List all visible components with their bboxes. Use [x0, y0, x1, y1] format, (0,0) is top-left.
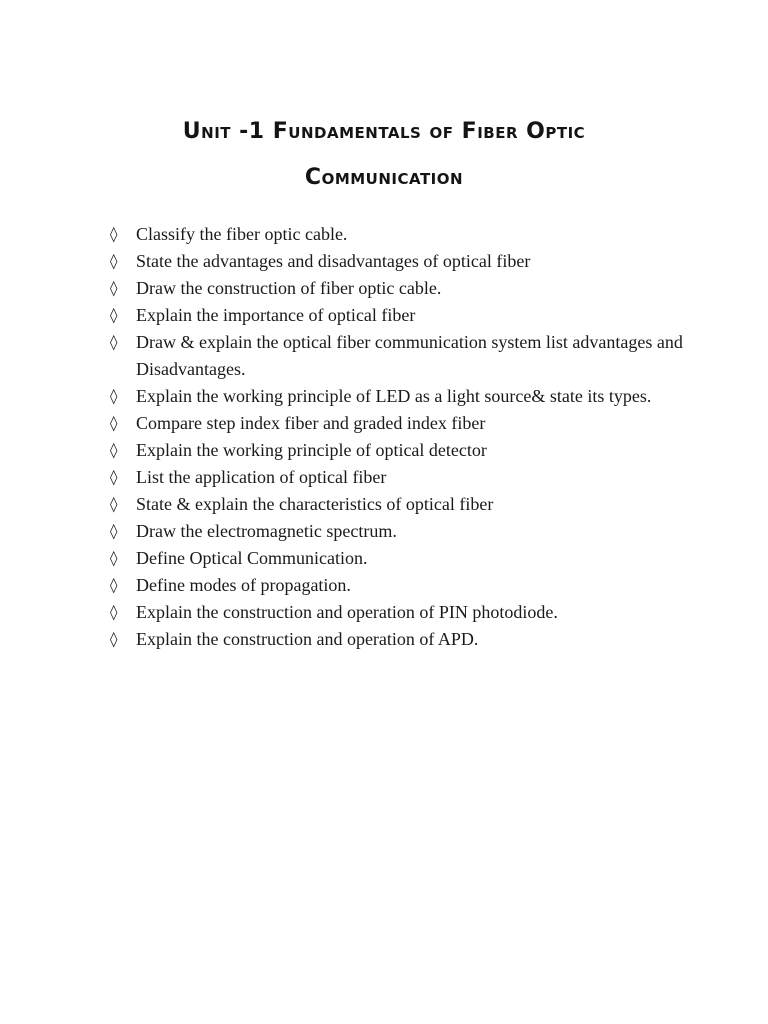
diamond-bullet-icon: ◊ — [110, 629, 118, 648]
diamond-bullet-icon: ◊ — [110, 386, 118, 405]
question-text: List the application of optical fiber — [136, 466, 387, 487]
question-list — [110, 221, 710, 653]
question-item — [110, 437, 710, 464]
question-text: Explain the construction and operation of PIN photodiode. — [136, 601, 558, 622]
question-item — [110, 518, 710, 545]
diamond-bullet-icon: ◊ — [110, 521, 118, 540]
question-text: Explain the working principle of optical detector — [136, 439, 487, 460]
title-line-1: Unit -1 Fundamentals of Fiber Optic — [182, 118, 586, 144]
question-text: Draw the electromagnetic spectrum. — [136, 520, 397, 541]
question-item — [110, 545, 710, 572]
question-text: State the advantages and disadvantages of optical fiber — [136, 251, 531, 271]
diamond-bullet-icon: ◊ — [110, 225, 118, 243]
diamond-bullet-icon: ◊ — [110, 306, 118, 324]
diamond-bullet-icon: ◊ — [110, 494, 118, 513]
diamond-bullet-icon: ◊ — [110, 279, 118, 297]
question-item — [110, 302, 710, 329]
question-item — [110, 599, 710, 626]
question-text: State & explain the characteristics of optical fiber — [136, 493, 494, 514]
question-text: Explain the construction and operation of APD. — [136, 628, 479, 649]
question-text: Compare step index fiber and graded index fiber — [136, 412, 486, 433]
diamond-bullet-icon: ◊ — [110, 602, 118, 621]
question-text: Define modes of propagation. — [136, 574, 351, 595]
page-title — [0, 109, 768, 201]
question-item — [110, 329, 710, 382]
diamond-bullet-icon: ◊ — [110, 252, 118, 270]
question-text: Classify the fiber optic cable. — [136, 224, 348, 244]
diamond-bullet-icon: ◊ — [110, 548, 118, 567]
question-item — [110, 410, 710, 437]
question-item — [110, 383, 710, 410]
question-item — [110, 275, 710, 302]
question-item — [110, 221, 710, 248]
question-text: Draw & explain the optical fiber communication system list advantages and Disadvantages. — [136, 332, 683, 379]
question-item — [110, 491, 710, 518]
question-item — [110, 248, 710, 275]
diamond-bullet-icon: ◊ — [110, 440, 118, 459]
question-text: Draw the construction of fiber optic cable. — [136, 278, 442, 298]
question-item — [110, 626, 710, 653]
question-item — [110, 464, 710, 491]
diamond-bullet-icon: ◊ — [110, 413, 118, 432]
question-text: Explain the importance of optical fiber — [136, 305, 416, 325]
question-item — [110, 572, 710, 599]
diamond-bullet-icon: ◊ — [110, 467, 118, 486]
title-line-2: Communication — [304, 164, 464, 190]
diamond-bullet-icon: ◊ — [110, 333, 118, 351]
question-text: Explain the working principle of LED as a light source& state its types. — [136, 385, 652, 406]
diamond-bullet-icon: ◊ — [110, 575, 118, 594]
question-text: Define Optical Communication. — [136, 547, 368, 568]
